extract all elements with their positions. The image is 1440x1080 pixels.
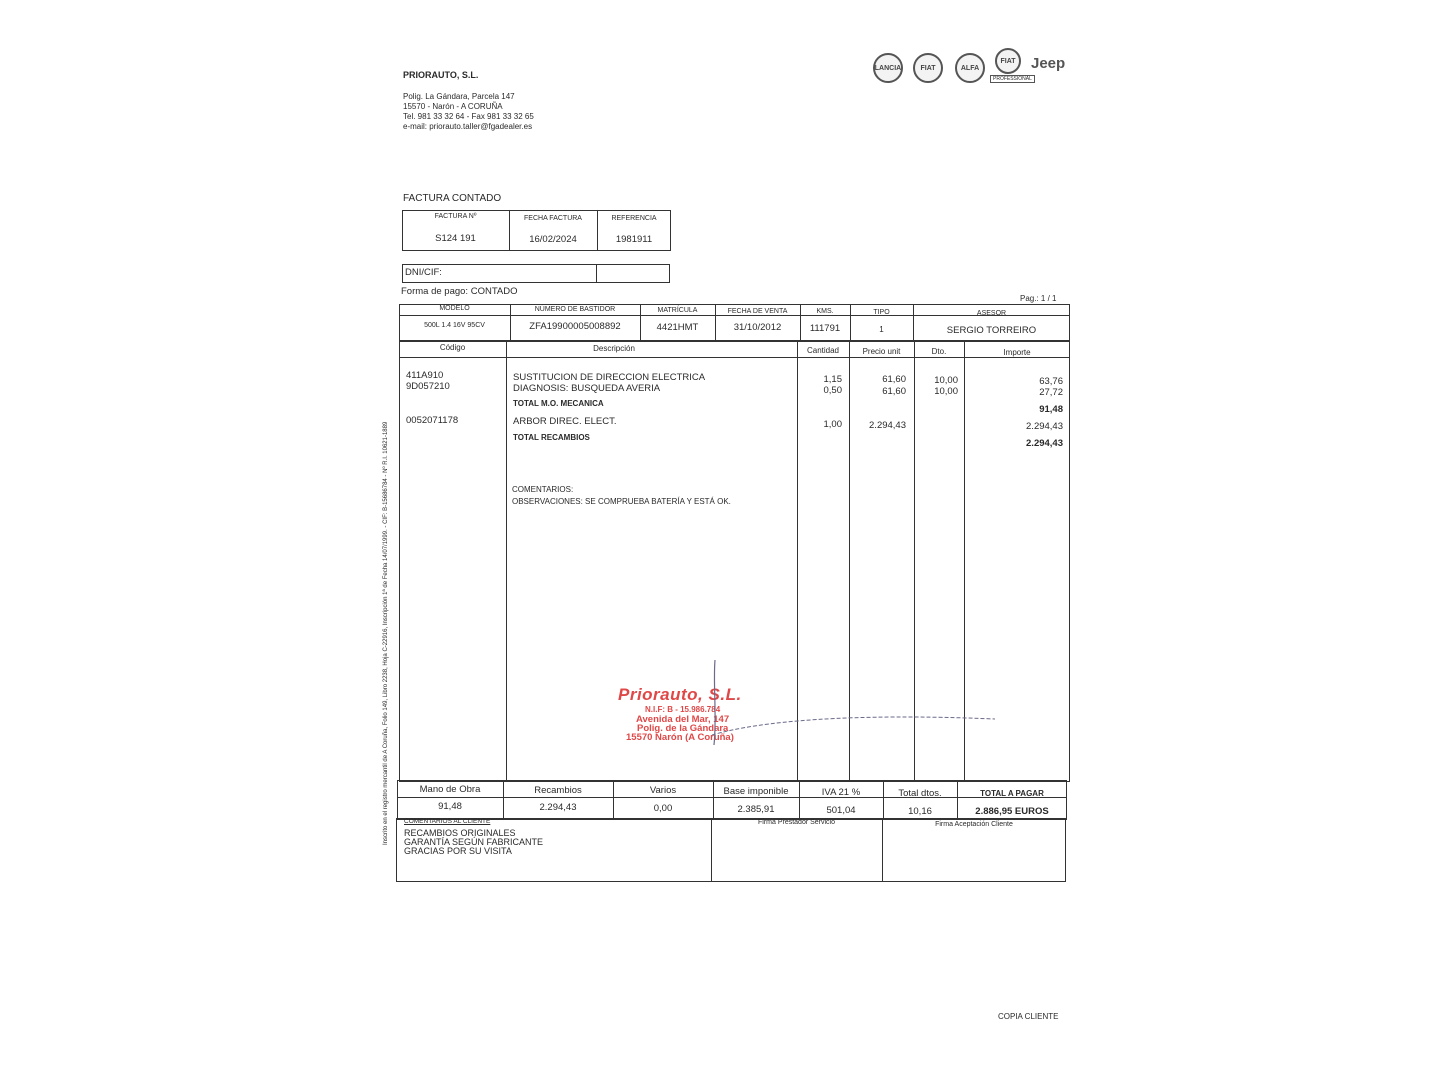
invoice-title: FACTURA CONTADO: [403, 193, 502, 204]
code-header: Código: [439, 343, 466, 352]
parts-total-value: 2.294,43: [539, 802, 577, 813]
item-3-amount: 2.294,43: [1026, 421, 1063, 432]
kms-header: KMS.: [816, 308, 834, 315]
stamp-name: Priorauto, S.L.: [618, 685, 742, 704]
item-2-code: 9D057210: [406, 381, 450, 392]
chassis-value: ZFA19900005008892: [529, 321, 621, 332]
model-header: MODELO: [439, 305, 470, 312]
company-name: PRIORAUTO, S.L.: [403, 70, 479, 80]
observations-text: OBSERVACIONES: SE COMPRUEBA BATERÍA Y ESTÁ OK.: [512, 497, 731, 506]
client-signature-label: Firma Aceptación Cliente: [935, 821, 1013, 828]
client-comments-label: COMENTARIOS AL CLIENTE: [404, 818, 491, 825]
amount-header: Importe: [1003, 348, 1031, 357]
dni-box: [402, 264, 670, 283]
item-2-unit-price: 61,60: [882, 386, 906, 397]
total-parts-label: TOTAL RECAMBIOS: [513, 433, 590, 442]
alfa-romeo-logo: ALFA: [955, 53, 985, 83]
misc-total-header: Varios: [649, 785, 677, 796]
jeep-logo: Jeep: [1031, 55, 1066, 72]
labor-total-value: 91,48: [438, 801, 462, 812]
chassis-header: NÚMERO DE BASTIDOR: [534, 306, 616, 313]
invoice-number: S124 191: [435, 233, 476, 244]
sale-date-value: 31/10/2012: [733, 322, 782, 333]
misc-total-value: 0,00: [653, 803, 673, 814]
plate-header: MATRÍCULA: [657, 307, 698, 314]
quantity-header: Cantidad: [806, 346, 840, 355]
fiat-professional-logo: FIAT: [995, 48, 1021, 74]
item-1-quantity: 1,15: [823, 374, 842, 385]
item-2-description: DIAGNOSIS: BUSQUEDA AVERIA: [513, 383, 661, 394]
company-address-1: Polig. La Gándara, Parcela 147: [403, 92, 515, 101]
company-phone: Tel. 981 33 32 64 - Fax 981 33 32 65: [403, 112, 534, 121]
service-signature-label: Firma Prestador Servicio: [757, 819, 836, 826]
total-labor-label: TOTAL M.O. MECANICA: [513, 399, 604, 408]
item-1-unit-price: 61,60: [882, 374, 906, 385]
item-3-quantity: 1,00: [823, 419, 842, 430]
company-address-2: 15570 - Narón - A CORUÑA: [403, 102, 503, 111]
item-1-code: 411A910: [406, 370, 444, 381]
description-header: Descripción: [593, 344, 635, 353]
company-block: [403, 70, 534, 132]
item-3-description: ARBOR DIREC. ELECT.: [513, 416, 617, 427]
discounts-total-header: Total dtos.: [898, 788, 942, 799]
tax-base-header: Base imponible: [723, 786, 789, 797]
item-2-amount: 27,72: [1039, 387, 1063, 398]
item-3-unit-price: 2.294,43: [869, 420, 906, 431]
comments-label: COMENTARIOS:: [512, 485, 574, 494]
professional-label: PROFESSIONAL: [990, 75, 1035, 83]
discount-header: Dto.: [931, 347, 947, 356]
client-comment-2: GARANTÍA SEGÚN FABRICANTE: [404, 837, 544, 847]
invoice-date: 16/02/2024: [529, 234, 577, 245]
invoice-reference: 1981911: [615, 234, 653, 245]
type-header: TIPO: [873, 309, 890, 316]
item-1-discount: 10,00: [934, 375, 958, 386]
stamp-address-1: Avenida del Mar, 147: [636, 714, 730, 725]
unit-price-header: Precio unit: [862, 347, 901, 356]
parts-total-header: Recambios: [534, 785, 582, 796]
vat-header: IVA 21 %: [821, 787, 861, 798]
client-comment-3: GRACIAS POR SU VISITA: [404, 846, 512, 856]
labor-total-header: Mano de Obra: [419, 784, 481, 795]
copy-label: COPIA CLIENTE: [998, 1012, 1059, 1021]
kms-value: 111791: [809, 323, 841, 334]
advisor-value: SERGIO TORREIRO: [946, 325, 1037, 336]
item-2-discount: 10,00: [934, 386, 958, 397]
item-3-code: 0052071178: [406, 415, 459, 426]
item-1-amount: 63,76: [1039, 376, 1063, 387]
item-1-description: SUSTITUCION DE DIRECCION ELECTRICA: [513, 372, 706, 383]
grand-total-value: 2.886,95 EUROS: [975, 806, 1049, 817]
discounts-total-value: 10,16: [908, 806, 932, 817]
signature: [620, 655, 1000, 755]
payment-method: Forma de pago: CONTADO: [401, 286, 518, 297]
fiat-logo: FIAT: [913, 53, 943, 83]
page-number: Pag.: 1 / 1: [1020, 294, 1057, 303]
invoice-number-header: FACTURA Nº: [434, 213, 477, 220]
stamp-address-3: 15570 Narón (A Coruña): [626, 732, 734, 743]
advisor-header: ASESOR: [976, 310, 1007, 317]
type-value: 1: [879, 325, 884, 334]
invoice-reference-header: REFERENCIA: [611, 215, 657, 222]
total-parts-value: 2.294,43: [1026, 438, 1063, 449]
sale-date-header: FECHA DE VENTA: [727, 308, 788, 315]
stamp-nif: N.I.F: B - 15.986.784: [645, 705, 721, 714]
invoice-date-header: FECHA FACTURA: [524, 215, 582, 222]
model-value: 500L 1.4 16V 95CV: [424, 322, 485, 329]
client-comment-1: RECAMBIOS ORIGINALES: [404, 828, 516, 838]
item-2-quantity: 0,50: [823, 385, 842, 396]
vat-value: 501,04: [826, 805, 856, 816]
dni-label: DNI/CIF:: [405, 267, 442, 278]
company-email: e-mail: priorauto.taller@fgadealer.es: [403, 122, 533, 131]
client-comments: [404, 829, 543, 856]
plate-value: 4421HMT: [656, 322, 699, 333]
tax-base-value: 2.385,91: [737, 804, 775, 815]
registry-text: Inscrito en el registro mercantil de A Coruña, Folio 149, Libro 2238, Hoja C-22916, Inscripción 1ª de Fecha 14/07/1999. - CIF: B-15686784 - Nº R.I. 10621-1889: [383, 421, 389, 845]
grand-total-header: TOTAL A PAGAR: [980, 789, 1044, 798]
stamp-address-2: Polig. de la Gándara: [637, 723, 729, 734]
lancia-logo: LANCIA: [873, 53, 903, 83]
total-labor-value: 91,48: [1039, 404, 1063, 415]
